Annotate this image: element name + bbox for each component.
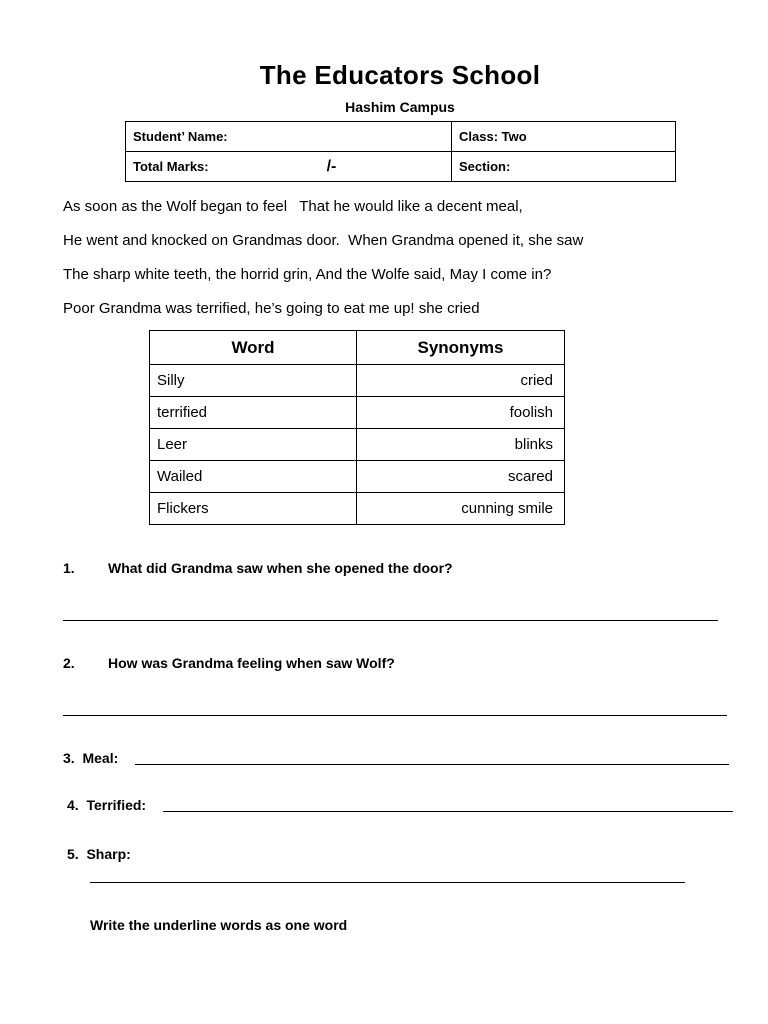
instruction-text: Write the underline words as one word	[90, 917, 348, 933]
word-cell: Wailed	[150, 461, 357, 493]
table-row	[150, 493, 565, 525]
question-2-number: 2.	[63, 655, 75, 671]
marks-slash: /-	[326, 157, 337, 175]
question-1-text: What did Grandma saw when she opened the door?	[108, 560, 453, 576]
word-cell: Leer	[150, 429, 357, 461]
student-name-cell	[126, 122, 452, 152]
school-title: The Educators School	[259, 60, 541, 90]
class-label: Class: Two	[459, 129, 527, 144]
synonym-cell: scared	[357, 461, 565, 493]
synonym-header-row	[150, 331, 565, 365]
class-cell	[452, 122, 676, 152]
synonym-table	[149, 330, 565, 525]
section-label: Section:	[459, 159, 511, 174]
question-5-sharp: 5. Sharp:	[67, 846, 131, 862]
passage-line-3: The sharp white teeth, the horrid grin, And the Wolfe said, May I come in?	[63, 266, 552, 283]
info-row	[126, 152, 676, 182]
total-marks-label: Total Marks:	[133, 158, 209, 174]
word-cell: Silly	[150, 365, 357, 397]
table-row	[150, 365, 565, 397]
passage-line-2: He went and knocked on Grandmas door. When Grandma opened it, she saw	[63, 232, 584, 249]
question-4-terrified: 4. Terrified:	[67, 797, 147, 813]
word-cell: terrified	[150, 397, 357, 429]
student-name-label: Student’ Name:	[133, 129, 228, 144]
table-row	[150, 429, 565, 461]
word-header: Word	[150, 331, 357, 365]
answer-line-5[interactable]	[90, 882, 685, 883]
passage-line-1: As soon as the Wolf began to feel That he would like a decent meal,	[63, 198, 523, 215]
answer-line-2[interactable]	[63, 715, 727, 716]
synonym-cell: cried	[357, 365, 565, 397]
question-2-text: How was Grandma feeling when saw Wolf?	[108, 655, 395, 671]
synonyms-header: Synonyms	[357, 331, 565, 365]
info-row	[126, 122, 676, 152]
table-row	[150, 397, 565, 429]
word-cell: Flickers	[150, 493, 357, 525]
table-row	[150, 461, 565, 493]
passage-line-4: Poor Grandma was terrified, he’s going to eat me up! she cried	[63, 300, 480, 317]
student-info-table	[125, 121, 676, 182]
section-cell	[452, 152, 676, 182]
total-marks-cell	[126, 152, 452, 182]
question-3-meal: 3. Meal:	[63, 750, 119, 766]
answer-line-3[interactable]	[135, 764, 729, 765]
synonym-cell: foolish	[357, 397, 565, 429]
answer-line-1[interactable]	[63, 620, 718, 621]
campus-subtitle: Hashim Campus	[345, 99, 455, 115]
answer-line-4[interactable]	[163, 811, 733, 812]
question-1-number: 1.	[63, 560, 75, 576]
synonym-cell: cunning smile	[357, 493, 565, 525]
synonym-cell: blinks	[357, 429, 565, 461]
